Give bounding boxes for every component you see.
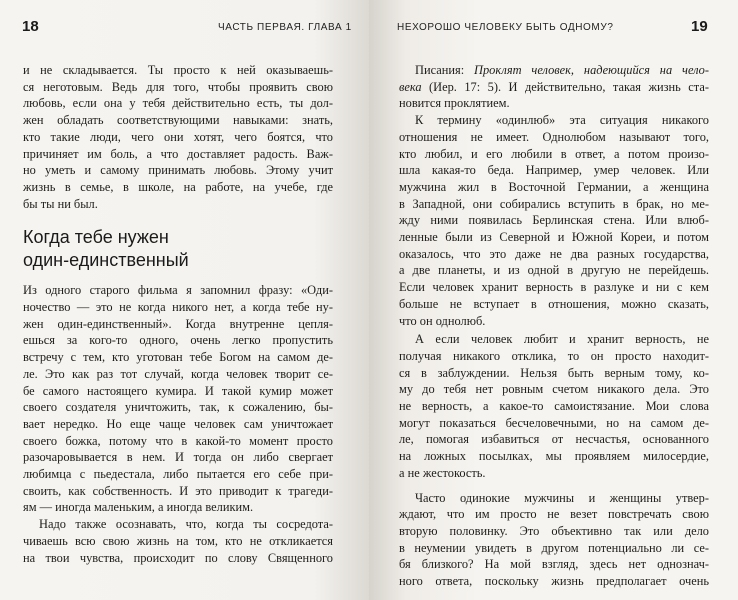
text-line: жизнь в семье, в школе, на работе, на учебе, где: [23, 179, 333, 194]
text-line: получая никакого отклика, то он просто находит-: [399, 348, 709, 363]
text-line: Если человек хранит верность в разлуке и ни с кем: [399, 280, 709, 295]
text-line: ного ответа, поскольку жизнь предполагает очень: [399, 574, 709, 589]
text-line: ешься за кого-то одного, очень легко пропустить: [23, 333, 333, 348]
text-line: ся в заблуждении. Нельзя быть верным тому, ко-: [399, 365, 709, 380]
text-span: (Иер. 17: 5). И действительно, такая жизнь ста-: [421, 79, 709, 94]
page-number-right: 19: [691, 18, 708, 35]
heading-line: Когда тебе нужен: [23, 227, 169, 248]
left-body: [23, 62, 333, 566]
text-line: кто такие люди, чего они хотят, чего боятся, что: [23, 129, 333, 144]
scripture-quote: века: [399, 79, 422, 94]
running-head-right: НЕХОРОШО ЧЕЛОВЕКУ БЫТЬ ОДНОМУ?: [397, 22, 614, 33]
text-line: шла какая-то беда. Например, умер человек. Или: [399, 163, 709, 178]
right-body: [399, 62, 709, 590]
text-line: Из одного старого фильма я запомнил фразу: «Оди-: [23, 283, 333, 298]
text-line: причиняет им боль, а что доставляет радость. Важ-: [23, 146, 333, 161]
text-line: не верность, а какое-то самоистязание. Мои слова: [399, 399, 709, 414]
text-line: бы ты ни был.: [23, 196, 98, 211]
text-line: А если человек любит и хранит верность, не: [415, 332, 709, 347]
text-line: кто любил, и его любили в ответ, а потом произо-: [399, 146, 709, 161]
paragraph: [399, 112, 709, 329]
text-line: чиваешь всю свою жизнь на том, кто не откликается: [23, 533, 333, 548]
text-line: разочаровывается в нем. И тогда он либо свергает: [23, 450, 333, 465]
paragraph: [23, 516, 333, 566]
text-line: встречу с тем, кто уготован тебе Богом на самом де-: [23, 350, 333, 365]
text-line: в Западной, они собирались вступить в брак, но ме-: [399, 196, 709, 211]
text-line: К термину «одинлюб» эта ситуация никакого: [415, 113, 709, 128]
text-line: Часто одинокие мужчины и женщины утвер-: [415, 490, 709, 505]
text-line: жду ними появилась Берлинская стена. Или влюб-: [399, 213, 709, 228]
text-line: любовь, если она у тебя действительно есть, ты дол-: [23, 96, 333, 111]
text-line: что он однолюб.: [399, 313, 486, 328]
text-span: Писания:: [415, 63, 475, 77]
text-line: вторую половинку. Это объективно так или дело: [399, 523, 709, 538]
text-line: могут показаться бесчеловечными, но на самом де-: [399, 415, 709, 430]
text-line: Надо также осознавать, что, когда ты сосредота-: [39, 517, 333, 532]
text-line: жен один-единственный». Когда внутренне цепля-: [23, 316, 333, 331]
text-line: но уметь и самому принимать любовь. Этому учит: [23, 163, 333, 178]
text-line: и не складывается. Ты просто к ней оказываешь-: [23, 63, 333, 77]
paragraph: [399, 62, 709, 112]
text-line: [399, 79, 709, 96]
text-line: своить, как собственность. И это приводит к трагеди-: [23, 483, 333, 498]
paragraph: [399, 490, 709, 590]
text-line: а не жестокость.: [399, 465, 486, 480]
paragraph: [399, 331, 709, 481]
text-line: жен обладать соответствующими навыками: знать,: [23, 113, 333, 128]
text-line: му до тебя нет ровным счетом никакого дела. Это: [399, 382, 709, 397]
text-line: новится проклятием.: [399, 96, 510, 111]
text-line: бе самого настоящего кумира. И такой кумир может: [23, 383, 333, 398]
text-line: в неумении увидеть в другом потенциально ли се-: [399, 540, 709, 555]
text-line: вает нередко. Но еще чаще человек сам уничтожает: [23, 416, 333, 431]
text-line: своего божка, потому что в какой-то момент просто: [23, 433, 333, 448]
text-line: ле, помогая избавиться от несчастья, основанного: [399, 432, 709, 447]
text-line: [399, 62, 709, 79]
running-head-left: ЧАСТЬ ПЕРВАЯ. ГЛАВА 1: [218, 22, 352, 33]
text-line: оказалось, что это даже не два разных государства,: [399, 246, 709, 261]
text-line: на ложных посылках, мы проявляем милосердие,: [399, 449, 709, 464]
text-line: ся неготовым. Ведь для того, чтобы проявить свою: [23, 79, 333, 94]
text-line: ям — иногда маленьким, а иногда великим.: [23, 500, 254, 515]
paragraph: [23, 62, 333, 212]
text-line: на твои чувства, происходит по слову Священного: [23, 550, 333, 565]
paragraph: [23, 282, 333, 516]
page-number-left: 18: [22, 18, 39, 35]
right-page: [369, 0, 738, 600]
text-line: а две планеты, и из одной в другую не перейдешь.: [399, 263, 709, 278]
text-line: ле. Это как раз тот случай, когда человек творит се-: [23, 366, 333, 381]
text-line: ленные были из Северной и Южной Кореи, и потом: [399, 230, 709, 245]
text-line: ждают, что им просто не везет повстречать свою: [399, 507, 709, 522]
text-line: ночество — это не когда никого нет, а когда тебе ну-: [23, 300, 333, 315]
text-line: бя близкого? На мой взгляд, здесь нет однознач-: [399, 557, 709, 572]
scripture-quote: Проклят человек, надеющийся на чело-: [474, 63, 710, 77]
text-line: любимца с пьедестала, либо пытается его себе при-: [23, 467, 333, 482]
text-line: отношения не имеет. Однолюбом называют того,: [399, 129, 709, 144]
text-line: больше не вступает в отношения, можно сказать,: [399, 296, 709, 311]
heading-line: один-единственный: [23, 250, 189, 271]
text-line: мужчина жил в Восточной Германии, а женщина: [399, 179, 709, 194]
section-heading: [23, 226, 333, 272]
text-line: своего создателя уничтожить, так, к сожалению, бы-: [23, 400, 333, 415]
